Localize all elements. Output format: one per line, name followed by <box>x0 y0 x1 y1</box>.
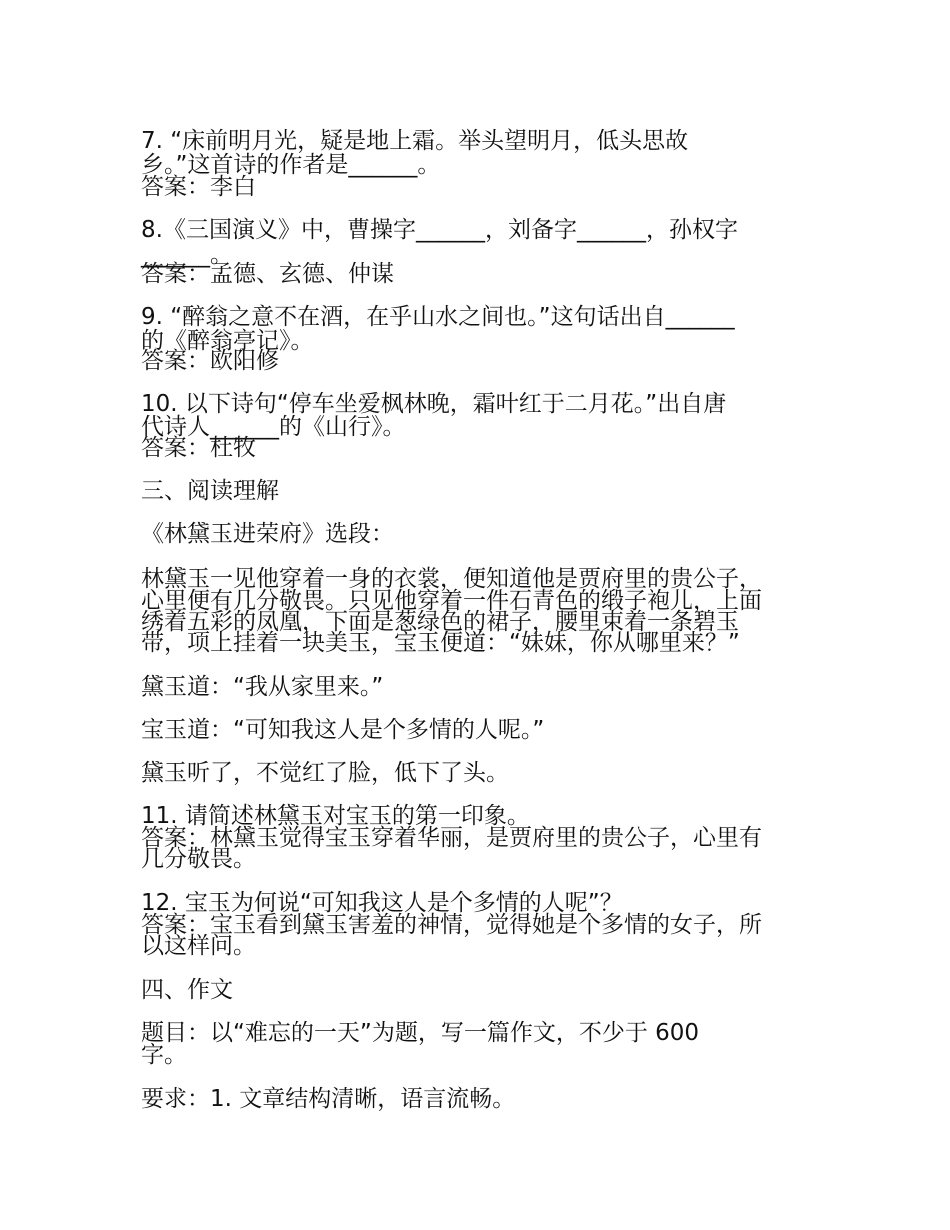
passage-line-1: 林黛玉一见他穿着一身的衣裳，便知道他是贾府里的贵公子， <box>141 566 762 592</box>
excerpt-title: 《林黛玉进荣府》选段： <box>141 521 394 547</box>
q8-line-2: ______。 <box>141 242 233 268</box>
essay-topic-line-1: 题目：以“难忘的一天”为题，写一篇作文，不少于 600 <box>141 1020 700 1046</box>
q11-answer-line-1: 答案：林黛玉觉得宝玉穿着华丽，是贾府里的贵公子，心里有 <box>141 825 762 851</box>
q7-line-2: 乡。”这首诗的作者是______。 <box>141 152 441 178</box>
q11-answer-line-2: 几分敬畏。 <box>141 846 256 872</box>
q10-line-1: 10. 以下诗句“停车坐爱枫林晚，霜叶红于二月花。”出自唐 <box>141 391 727 417</box>
essay-requirement: 要求：1. 文章结构清晰，语言流畅。 <box>141 1086 516 1112</box>
passage-line-2: 心里便有几分敬畏。只见他穿着一件石青色的缎子袍儿，上面 <box>141 588 762 614</box>
passage-line-3: 绣着五彩的凤凰，下面是葱绿色的裙子，腰里束着一条碧玉 <box>141 609 739 635</box>
q8-answer: 答案：孟德、玄德、仲谋 <box>141 261 394 287</box>
q10-line-2: 代诗人______的《山行》。 <box>141 414 406 440</box>
q12-answer-line-1: 答案：宝玉看到黛玉害羞的神情，觉得她是个多情的女子，所 <box>141 912 762 938</box>
q9-answer: 答案：欧阳修 <box>141 348 279 374</box>
q9-line-2: 的《醉翁亭记》。 <box>141 328 314 354</box>
baoyu-reply: 宝玉道：“可知我这人是个多情的人呢。” <box>141 717 545 743</box>
essay-topic-line-2: 字。 <box>141 1042 187 1068</box>
q8-line-1: 8.《三国演义》中，曹操字______，刘备字______，孙权字 <box>141 217 738 243</box>
section-4-heading: 四、作文 <box>141 977 233 1003</box>
section-3-heading: 三、阅读理解 <box>141 478 279 504</box>
q10-answer: 答案：杜牧 <box>141 435 256 461</box>
q11-line-1: 11. 请简述林黛玉对宝玉的第一印象。 <box>141 803 530 829</box>
daiyu-reply: 黛玉道：“我从家里来。” <box>141 674 384 700</box>
q12-line-1: 12. 宝玉为何说“可知我这人是个多情的人呢”？ <box>141 890 623 916</box>
q7-answer: 答案：李白 <box>141 174 256 200</box>
daiyu-reaction: 黛玉听了，不觉红了脸，低下了头。 <box>141 760 509 786</box>
q12-answer-line-2: 以这样问。 <box>141 933 256 959</box>
q7-line-1: 7. “床前明月光，疑是地上霜。举头望明月，低头思故 <box>141 128 689 154</box>
q9-line-1: 9. “醉翁之意不在酒，在乎山水之间也。”这句话出自______ <box>141 304 735 330</box>
passage-line-4: 带，项上挂着一块美玉，宝玉便道：“妹妹，你从哪里来？” <box>141 630 740 656</box>
